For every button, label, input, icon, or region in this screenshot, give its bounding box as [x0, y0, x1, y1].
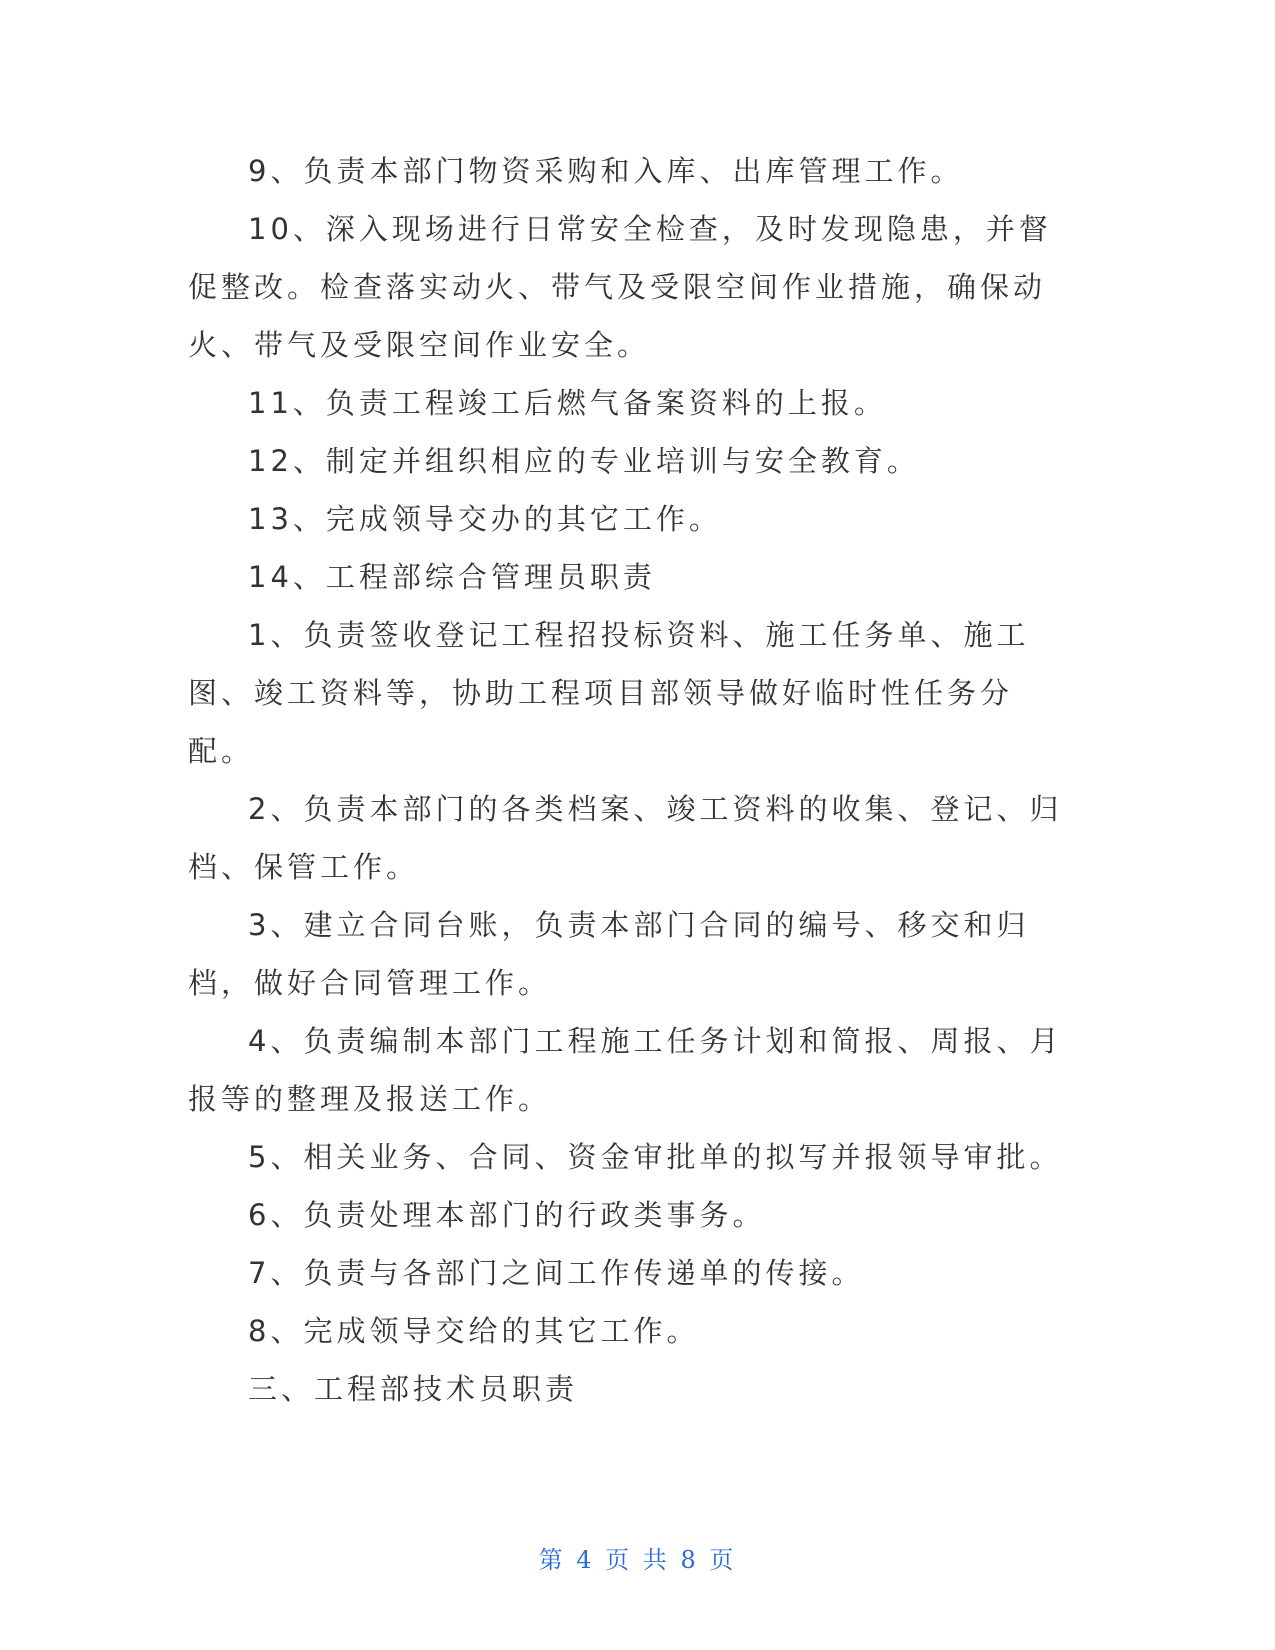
admin-duty-6: 6、负责处理本部门的行政类事务。: [248, 1198, 766, 1232]
paragraph-9: 9、负责本部门物资采购和入库、出库管理工作。: [248, 154, 964, 188]
paragraph-13: 13、完成领导交办的其它工作。: [248, 502, 722, 536]
paragraph-10: 10、深入现场进行日常安全检查，及时发现隐患，并督促整改。检查落实动火、带气及受限空间作业措施，确保动火、带气及受限空间作业安全。: [188, 212, 1052, 362]
document-body: [188, 142, 1068, 1418]
admin-duty-4: 4、负责编制本部门工程施工任务计划和简报、周报、月报等的整理及报送工作。: [188, 1024, 1063, 1116]
paragraph-11: 11、负责工程竣工后燃气备案资料的上报。: [248, 386, 887, 420]
paragraph-12: 12、制定并组织相应的专业培训与安全教育。: [248, 444, 920, 478]
admin-duty-1: 1、负责签收登记工程招投标资料、施工任务单、施工图、竣工资料等，协助工程项目部领导做好临时性任务分配。: [188, 618, 1030, 768]
admin-duty-5: 5、相关业务、合同、资金审批单的拟写并报领导审批。: [248, 1140, 1063, 1174]
page-number-footer: 第 4 页 共 8 页: [538, 1546, 737, 1574]
admin-duty-7: 7、负责与各部门之间工作传递单的传接。: [248, 1256, 865, 1290]
section-heading-technician: 三、工程部技术员职责: [248, 1372, 579, 1406]
admin-duty-8: 8、完成领导交给的其它工作。: [248, 1314, 700, 1348]
admin-duty-2: 2、负责本部门的各类档案、竣工资料的收集、登记、归档、保管工作。: [188, 792, 1063, 884]
admin-duty-3: 3、建立合同台账，负责本部门合同的编号、移交和归档，做好合同管理工作。: [188, 908, 1030, 1000]
section-heading-14: 14、工程部综合管理员职责: [248, 560, 656, 594]
